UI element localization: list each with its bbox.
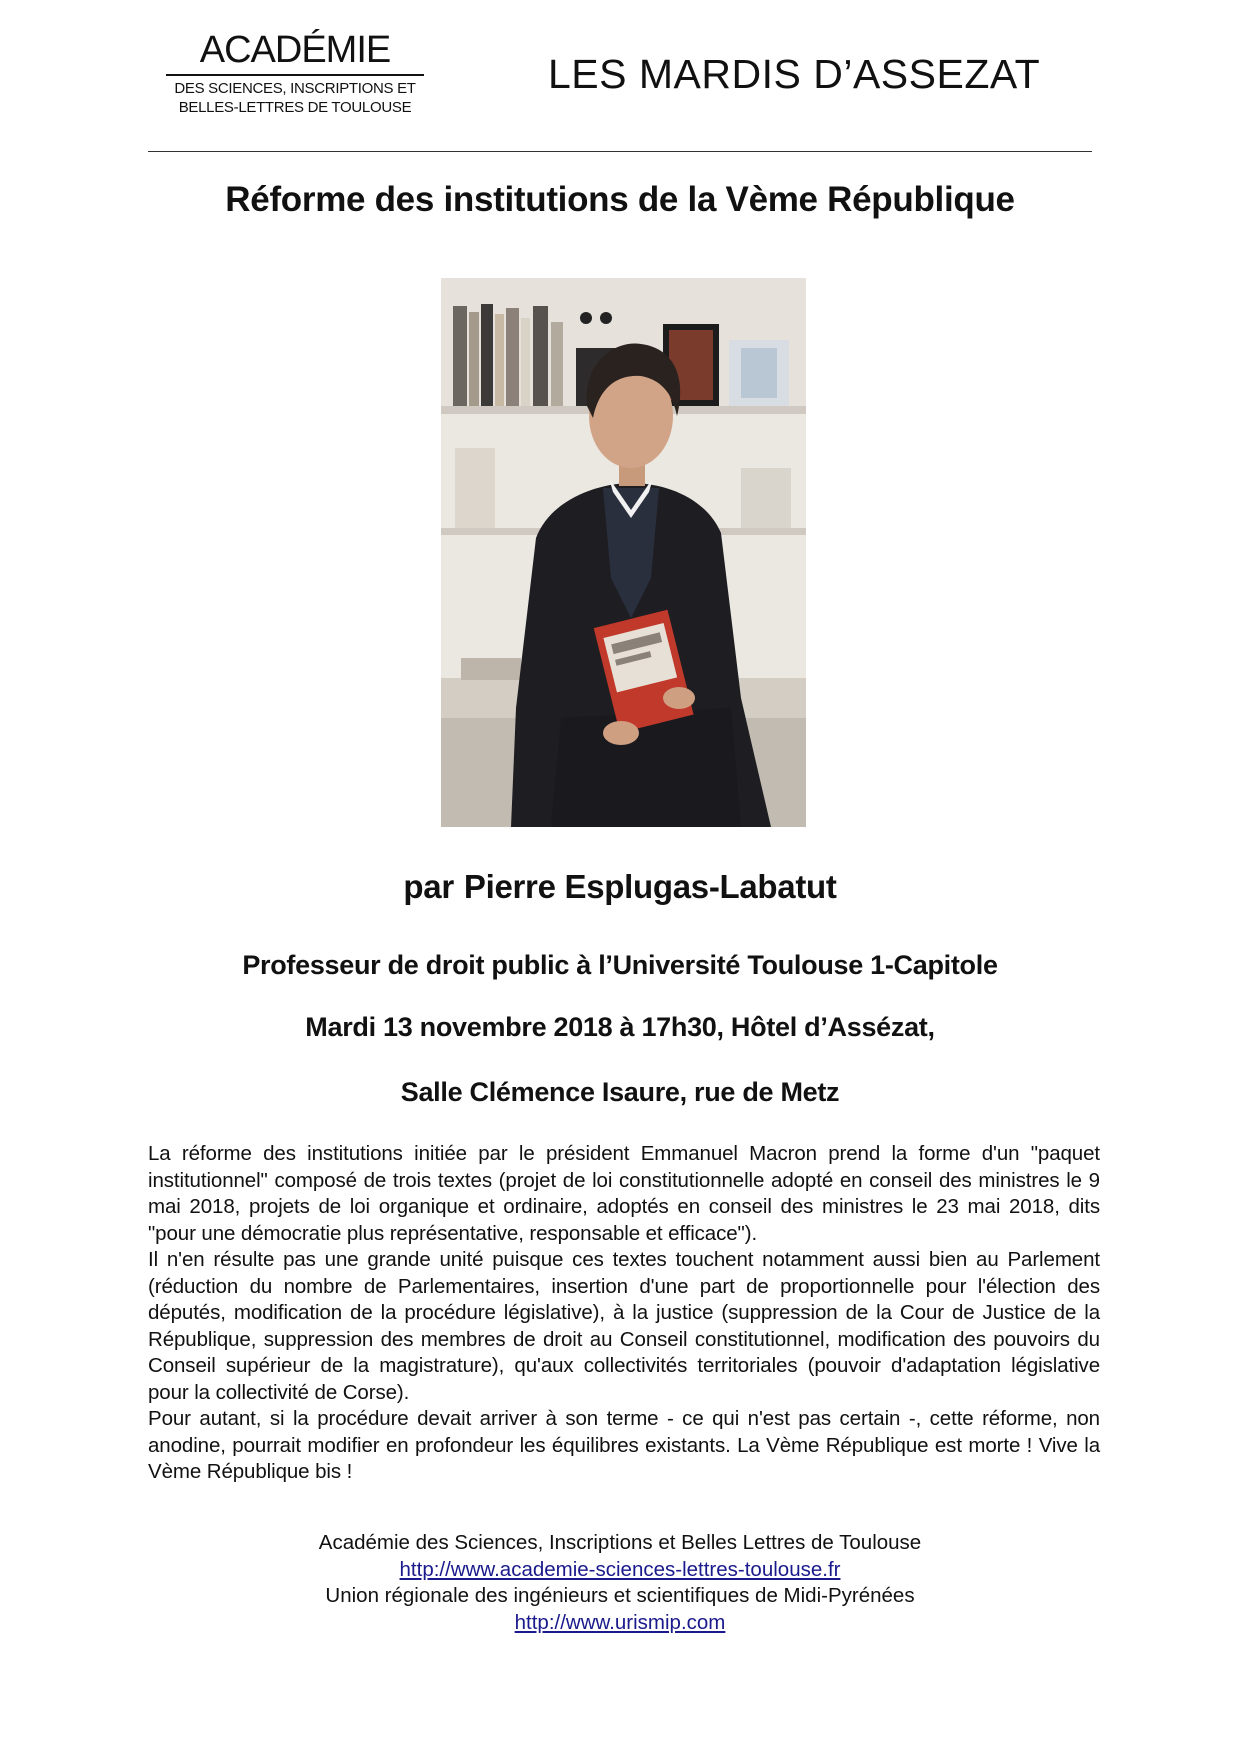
- abstract-paragraph: Il n'en résulte pas une grande unité puisque ces textes touchent notamment aussi bien au Parlement (réduction du nombre de Parlementaires, insertion d'une part de proportionnelle pour l'élection des députés, modification de la procédure législative), à la justice (suppression de la Cour de Justice de la République, suppression des membres de droit au Conseil constitutionnel, modification des pouvoirs du Conseil supérieur de la magistrature), qu'aux collectivités territoriales (pouvoir d'adaptation législative pour la collectivité de Corse).: [148, 1248, 1100, 1404]
- speaker-role: Professeur de droit public à l’Université Toulouse 1-Capitole: [242, 950, 998, 980]
- logo-subtitle-line-1: DES SCIENCES, INSCRIPTIONS ET: [174, 80, 416, 97]
- footer-link-urismip[interactable]: http://www.urismip.com: [514, 1610, 726, 1634]
- event-date: Mardi 13 novembre 2018 à 17h30, Hôtel d’Assézat,: [305, 1012, 935, 1042]
- speaker-photo: [441, 278, 806, 827]
- logo-title: ACADÉMIE: [199, 29, 391, 71]
- speaker-prefix: par: [403, 868, 454, 905]
- speaker-line: [0, 868, 1240, 906]
- footer: [0, 1530, 1240, 1636]
- event-venue: Salle Clémence Isaure, rue de Metz: [400, 1077, 840, 1107]
- footer-org-urismip: Union régionale des ingénieurs et scientifiques de Midi-Pyrénées: [325, 1584, 915, 1607]
- logo-subtitle-line-2: BELLES-LETTRES DE TOULOUSE: [178, 99, 412, 116]
- abstract-paragraph: La réforme des institutions initiée par le président Emmanuel Macron prend la forme d'un "paquet institutionnel" composé de trois textes (projet de loi constitutionnelle adopté en conseil des ministres le 9 mai 2018, projets de loi organique et ordinaire, adoptés en conseil des ministres le 23 mai 2018, dits "pour une démocratie plus représentative, responsable et efficace").: [148, 1142, 1100, 1245]
- footer-link-academy[interactable]: http://www.academie-sciences-lettres-toulouse.fr: [399, 1557, 841, 1581]
- lecture-abstract: [148, 1141, 1100, 1486]
- logo-rule: [166, 74, 424, 76]
- header-divider: [148, 151, 1092, 152]
- academy-logo: [160, 30, 430, 117]
- footer-org-academy: Académie des Sciences, Inscriptions et Belles Lettres de Toulouse: [318, 1531, 922, 1554]
- speaker-name: Pierre Esplugas-Labatut: [463, 868, 837, 905]
- series-title: LES MARDIS D’ASSEZAT: [548, 51, 1041, 97]
- abstract-paragraph: Pour autant, si la procédure devait arriver à son terme - ce qui n'est pas certain -, cette réforme, non anodine, pourrait modifier en profondeur les équilibres existants. La Vème République est morte ! Vive la Vème République bis !: [148, 1407, 1100, 1483]
- lecture-title: Réforme des institutions de la Vème République: [225, 180, 1015, 219]
